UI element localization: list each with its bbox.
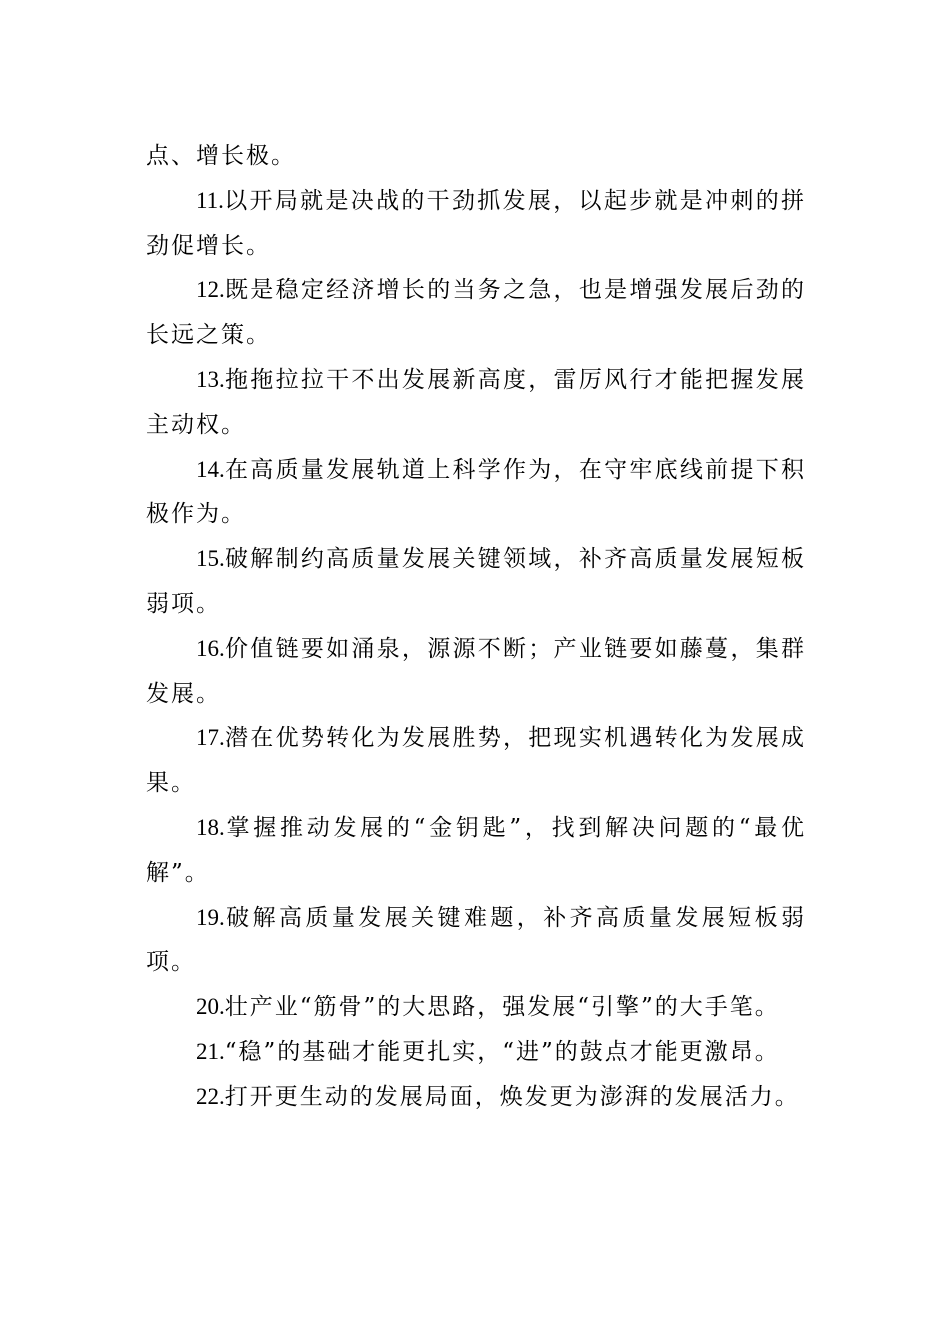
list-item-15 (146, 537, 806, 627)
item-text: 破解制约高质量发展关键领域，补齐高质量发展短板弱项。 (146, 546, 806, 617)
item-text: 在高质量发展轨道上科学作为，在守牢底线前提下积极作为。 (146, 456, 806, 528)
item-number: 21. (196, 1038, 225, 1064)
item-number: 17. (196, 725, 225, 751)
item-text: 拖拖拉拉干不出发展新高度，雷厉风行才能把握发展主动权。 (146, 366, 806, 438)
item-text: “稳”的基础才能更扎实，“进”的鼓点才能更激昂。 (224, 1038, 780, 1065)
list-item-16 (146, 627, 806, 717)
list-item-11 (146, 179, 806, 269)
list-item-12 (146, 268, 806, 358)
item-text: 价值链要如涌泉，源源不断；产业链要如藤蔓，集群发展。 (146, 635, 806, 707)
item-number: 13. (196, 366, 225, 392)
item-number: 20. (196, 994, 225, 1020)
item-text: 打开更生动的发展局面，焕发更为澎湃的发展活力。 (224, 1083, 800, 1110)
continuation-paragraph: 点、增长极。 (146, 143, 296, 169)
document-body (146, 134, 806, 1120)
item-text: 掌握推动发展的“金钥匙”，找到解决问题的“最优解”。 (146, 814, 806, 886)
item-text: 壮产业“筋骨”的大思路，强发展“引擎”的大手笔。 (224, 994, 780, 1021)
item-number: 15. (196, 546, 225, 572)
list-item-19 (146, 896, 806, 986)
item-number: 16. (196, 635, 225, 661)
list-item-20 (146, 985, 806, 1030)
item-text: 潜在优势转化为发展胜势，把现实机遇转化为发展成果。 (146, 725, 806, 797)
item-number: 11. (196, 187, 224, 213)
list-item-14 (146, 448, 806, 538)
item-number: 19. (196, 904, 225, 930)
item-text: 破解高质量发展关键难题，补齐高质量发展短板弱项。 (146, 904, 806, 976)
list-item-18 (146, 806, 806, 896)
item-text: 既是稳定经济增长的当务之急，也是增强发展后劲的长远之策。 (146, 277, 806, 349)
item-number: 22. (196, 1083, 225, 1109)
list-item-17 (146, 716, 806, 806)
list-item-21 (146, 1030, 806, 1075)
list-item-13 (146, 358, 806, 448)
item-number: 18. (196, 814, 225, 840)
item-number: 12. (196, 277, 225, 303)
item-text: 以开局就是决战的干劲抓发展，以起步就是冲刺的拼劲促增长。 (146, 187, 806, 259)
list-item-22 (146, 1075, 806, 1120)
item-number: 14. (196, 456, 225, 482)
